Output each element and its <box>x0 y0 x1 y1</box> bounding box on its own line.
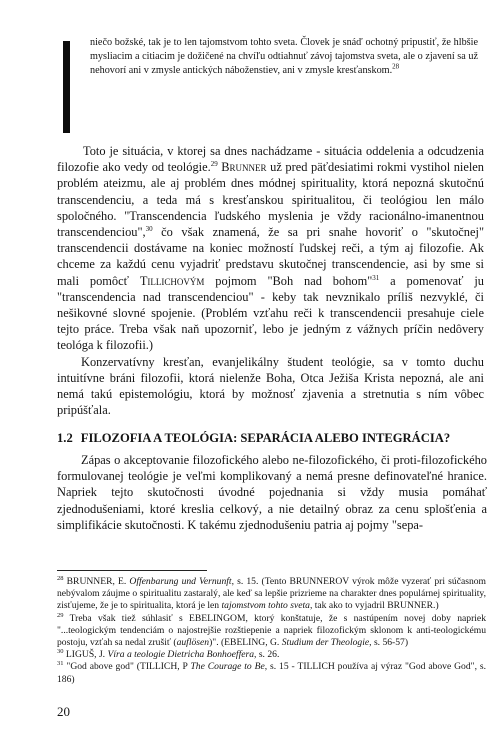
footnote-28 <box>57 576 486 613</box>
paragraph-1-text-c: čo však znamená, že sa pri snahe hovoriť o "skutočnej" transcendencii dostávame na koniec možností ľudskej reči, a tým aj filozofie. Ak chceme za každú cenu vyjadriť predstavu skutočnej transcendencie, asi by sme si mali pomôcť <box>57 225 484 288</box>
footnote-text: LIGUŠ, J. <box>65 649 108 661</box>
footnote-31 <box>57 661 486 685</box>
footnote-text: "God above god" (TILLICH, P <box>66 661 191 673</box>
margin-bar <box>63 41 70 133</box>
footnote-text: Treba však tiež súhlasiť s EBELINGOM, ktorý konštatuje, že s nastúpením novej doby napriek "...teologickým tendenciám o najostrejšie rozštiepenie a napriek filozofickým sklonom k anti-teologickému postoju, vzťah sa nedal zrušiť ( <box>57 612 486 649</box>
footnote-30 <box>57 649 486 661</box>
paragraph-1 <box>57 143 484 354</box>
footnote-italic: auflösen <box>176 637 210 649</box>
paragraph-1-text-d: pojmom "Boh nad bohom" <box>204 273 373 288</box>
page-number: 20 <box>57 704 70 719</box>
paragraph-1-text-e: a pomenovať ju "transcendencia nad transcendenciou" - keby tak nevznikalo príliš nezvyklé, či nešikovné slovné spojenie. (Problém vzťahu reči k transcendencii presahuje ciele tejto práce. Treba však naň upozorniť, lebo je jedným z vážnych príčin nedôvery teológa k filozofii.) <box>57 273 484 353</box>
footnote-number: 28 <box>57 574 64 582</box>
section-heading <box>57 430 492 446</box>
footnote-29 <box>57 613 486 650</box>
block-quote <box>90 36 478 77</box>
footnote-number: 30 <box>57 648 64 656</box>
author-name-tillich: Tillichovým <box>139 273 205 288</box>
footnote-text: BRUNNER, E. <box>66 576 130 587</box>
footnote-number: 31 <box>57 660 64 668</box>
footnote-divider <box>57 570 207 571</box>
footnote-ref-30[interactable]: 30 <box>145 224 153 233</box>
block-quote-text: niečo božské, tak je to len tajomstvom tohto sveta. Človek je snáď ochotný pripustiť, že hlbšie mysliacim a citiacim je dožičené na chvíľu odtiahnuť závoj tajomstva sveta, ale o zjavení sa už nehovorí ani v zmysle antických náboženstiev, ani v zmysle kresťanskom. <box>90 37 478 76</box>
section-title: FILOZOFIA A TEOLÓGIA: SEPARÁCIA ALEBO INTEGRÁCIA? <box>80 431 451 445</box>
paragraph-2: Konzervatívny kresťan, evanjelikálny študent teológie, sa v tomto duchu intuitívne bráni filozofii, ktorá nielenže Boha, Otca Ježiša Krista nepozná, ale ani nemá takú epistemológiu, ktorá by možnosť zjavenia a stretnutia s ním vôbec pripúšťala. <box>57 354 484 418</box>
paragraph-1-text-b: už pred päťdesiatimi rokmi vystihol nielen problém ateizmu, ale aj problém dnes módnej spirituality, ktorá nepozná skutočnú transcendenciu, a teda má s kresťanskou spiritualitou, či teológiou len málo spoločného. "Transcendencia ľudského myslenia je vždy racionálno-imanentnou transcendenciou", <box>57 160 484 240</box>
footnote-text: , s. 26. <box>254 649 280 661</box>
footnote-text: , s. 15 - TILLICH používa aj výraz "God above God", s. 186) <box>57 661 486 685</box>
footnote-text: )". (EBELING, G. <box>209 637 282 649</box>
footnote-title: Studium der Theologie <box>281 637 370 649</box>
footnote-italic: tajomstvom tohto sveta <box>221 600 310 612</box>
main-text <box>57 143 484 418</box>
paragraph-1-text-a: Toto je situácia, v ktorej sa dnes nachádzame - situácia oddelenia a odcudzenia filozofie ako vedy od teológie. <box>57 144 484 175</box>
section-number: 1.2 <box>57 431 73 445</box>
footnote-number: 29 <box>57 611 64 619</box>
footnote-text: , s. 56-57) <box>369 637 409 649</box>
footnotes <box>57 576 486 686</box>
footnote-ref-31[interactable]: 31 <box>372 273 380 282</box>
footnote-title: The Courage to Be <box>190 661 265 673</box>
footnote-ref-29[interactable]: 29 <box>210 160 218 169</box>
footnote-title: Offenbarung und Vernunft <box>129 576 232 587</box>
section-paragraph: Zápas o akceptovanie filozofického alebo ne-filozofického, či proti-filozofického formulovanej teológie je veľmi komplikovaný a nemá presne definovateľné hranice. Napriek tejto skutočnosti úvodné pojednania si vždy musia pomáhať zjednodušeniami, ktoré kreslia celkový, a nie detailný obraz za cenu splošťenia a simplifikácie skutočnosti. K takému zjednodušeniu patria aj pojmy "sepa- <box>57 453 487 532</box>
footnote-title: Víra a teologie Dietricha Bonhoeffera <box>107 649 255 661</box>
footnote-ref-28[interactable]: 28 <box>392 62 400 71</box>
footnote-text: , s. 15. (Tento BRUNNEROV výrok môže vyzerať pri súčasnom nebývalom záujme o spiritualitu zastaralý, ale keď sa lepšie prizrieme na charakter dnes populárnej spirituality, zisťujeme, že je to spiritualita, ktorá je len <box>57 576 487 612</box>
author-name-brunner: Brunner <box>221 160 267 175</box>
footnote-text: , tak ako to vyjadril BRUNNER.) <box>309 600 439 612</box>
